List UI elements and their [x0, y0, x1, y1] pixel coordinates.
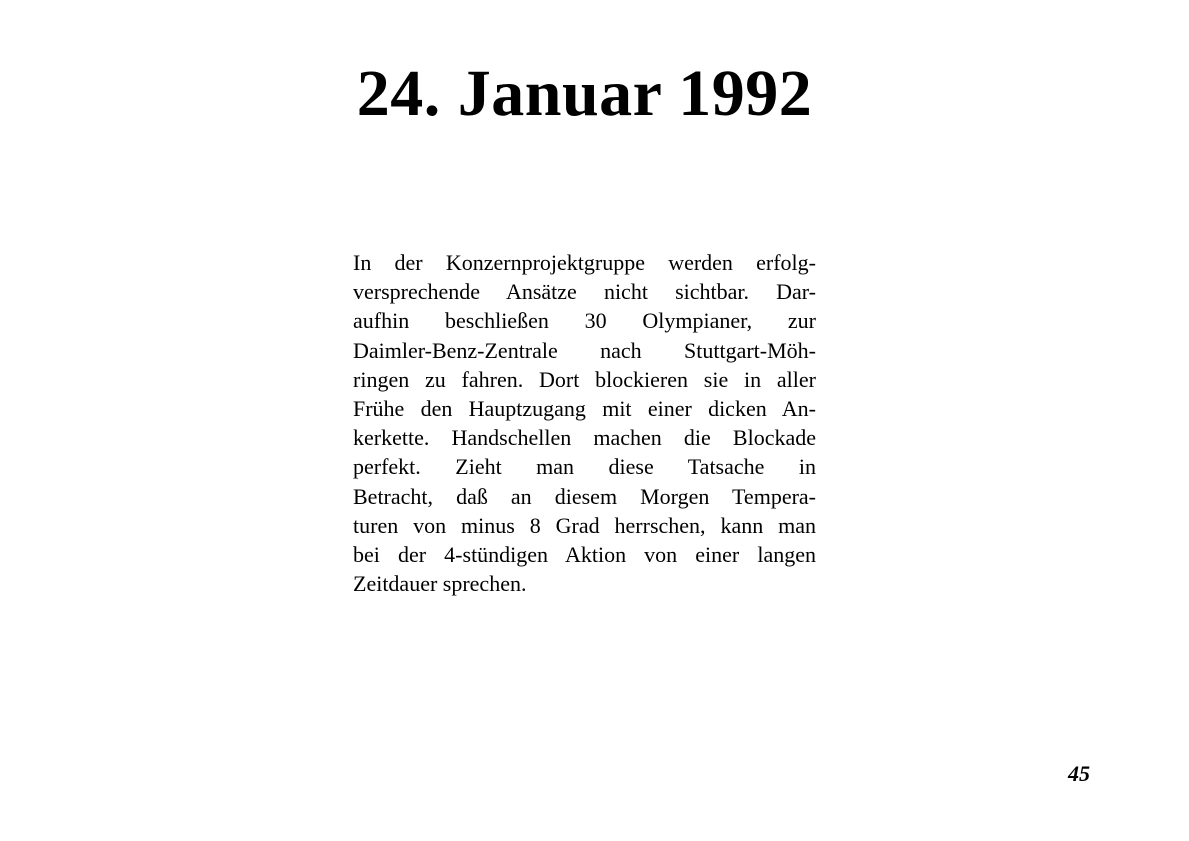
text-line: Zeitdauer sprechen. [353, 571, 527, 597]
text-line: kerkette. Handschellen machen die Blockade [353, 425, 816, 451]
page-title: 24. Januar 1992 [356, 57, 813, 130]
body-paragraph [353, 248, 816, 598]
text-line: versprechende Ansätze nicht sichtbar. Dar- [353, 279, 816, 305]
text-line: In der Konzernprojektgruppe werden erfolg- [353, 250, 816, 275]
text-line: Betracht, daß an diesem Morgen Tempera- [353, 483, 816, 509]
text-line: turen von minus 8 Grad herrschen, kann man [353, 512, 816, 538]
page-number: 45 [1068, 761, 1090, 786]
text-line: aufhin beschließen 30 Olympianer, zur [353, 308, 816, 334]
text-line: Daimler-Benz-Zentrale nach Stuttgart-Möh- [353, 337, 816, 363]
text-line: Frühe den Hauptzugang mit einer dicken An- [353, 395, 816, 421]
text-line: ringen zu fahren. Dort blockieren sie in aller [353, 366, 816, 392]
text-line: bei der 4-stündigen Aktion von einer langen [353, 541, 816, 567]
text-line: perfekt. Zieht man diese Tatsache in [353, 454, 816, 480]
